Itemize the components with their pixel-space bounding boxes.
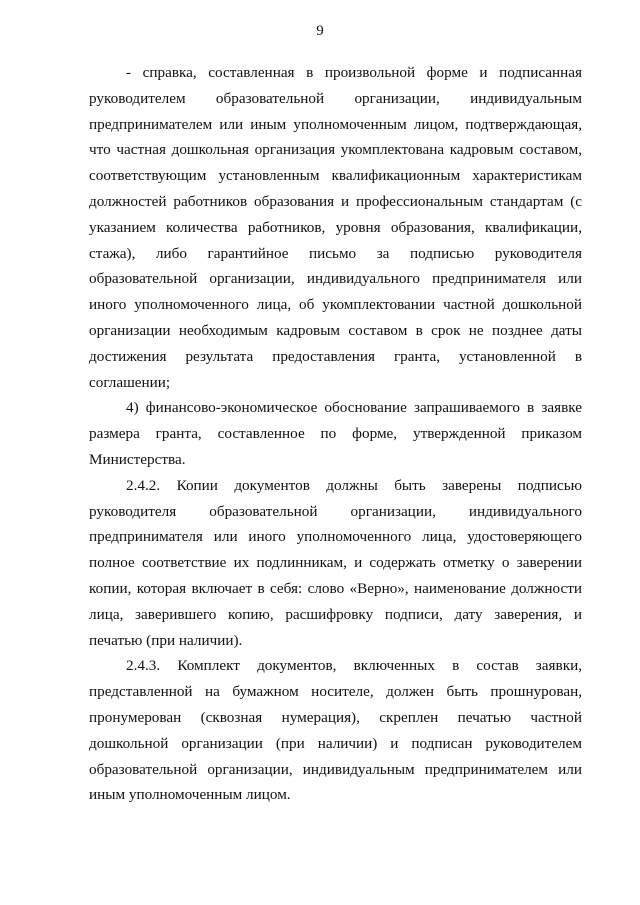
paragraph-certificate: - справка, составленная в произвольной форме и подписанная руководителем образовательной организации, индивидуальным предпринимателем или иным уполномоченным лицом, подтверждающая, что частная дошкольная организация укомплектована кадровым составом, соответствующим установленным квалификационным характеристикам должностей работников образования и профессиональным стандартам (с указанием количества работников, уровня образования, квалификации, стажа), либо гарантийное письмо за подписью руководителя образовательной организации, индивидуального предпринимателя или иного уполномоченного лица, об укомплектовании частной дошкольной организации необходимым кадровым составом в срок не позднее даты достижения результата предоставления гранта, установленной в соглашении; xyxy=(89,64,582,391)
paragraph-financial-justification: 4) финансово-экономическое обоснование запрашиваемого в заявке размера гранта, составленное по форме, утвержденной приказом Министерства. xyxy=(89,399,582,468)
paragraph-2-4-2: 2.4.2. Копии документов должны быть заверены подписью руководителя образовательной организации, индивидуального предпринимателя или иного уполномоченного лица, удостоверяющего полное соответствие их подлинникам, и содержать отметку о заверении копии, которая включает в себя: слово «Верно», наименование должности лица, заверившего копию, расшифровку подписи, дату заверения, и печатью (при наличии). xyxy=(89,476,582,649)
document-body xyxy=(89,60,582,808)
page-number: 9 xyxy=(316,23,324,39)
paragraph-2-4-3: 2.4.3. Комплект документов, включенных в состав заявки, представленной на бумажном носителе, должен быть прошнурован, пронумерован (сквозная нумерация), скреплен печатью частной дошкольной организации (при наличии) и подписан руководителем образовательной организации, индивидуальным предпринимателем или иным уполномоченным лицом. xyxy=(89,657,582,804)
